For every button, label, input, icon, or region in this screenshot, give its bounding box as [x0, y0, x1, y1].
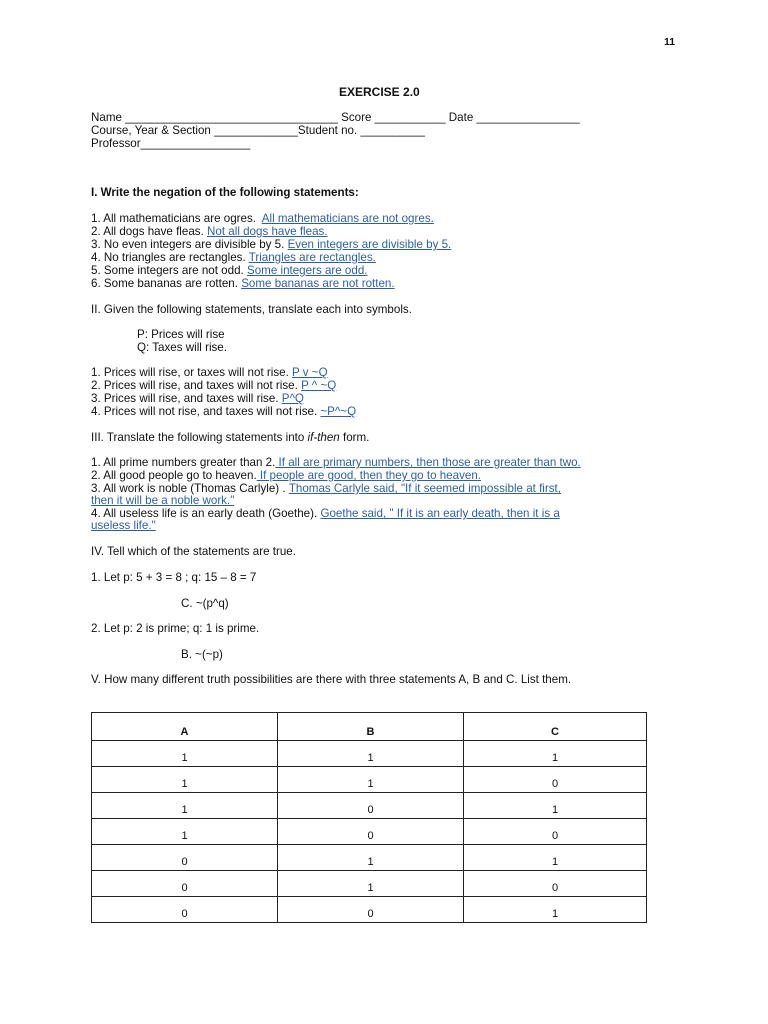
heading-text-end: form. — [339, 431, 370, 444]
section1-item-6 — [91, 277, 395, 290]
statement-p: P: Prices will rise — [137, 328, 225, 341]
section4-item-2: 2. Let p: 2 is prime; q: 1 is prime. — [91, 622, 260, 635]
table-row — [92, 767, 647, 793]
table-cell: 1 — [278, 845, 464, 871]
question-text: 3. Prices will rise, and taxes will rise. — [91, 392, 279, 405]
section1-heading: I. Write the negation of the following statements: — [91, 186, 359, 199]
section4-item-2-sub: B. ~(~p) — [181, 648, 223, 661]
table-cell: 0 — [92, 897, 278, 923]
section3-item-4-cont — [91, 519, 156, 532]
table-row — [92, 871, 647, 897]
question-text: 3. All work is noble (Thomas Carlyle) . — [91, 482, 286, 495]
question-text: 2. Prices will rise, and taxes will not rise. — [91, 379, 298, 392]
answer-text-cont: useless life." — [91, 519, 156, 532]
question-text: 4. All useless life is an early death (Goethe). — [91, 507, 318, 520]
table-cell: 1 — [278, 767, 464, 793]
section2-item-1 — [91, 366, 328, 379]
section2-heading: II. Given the following statements, translate each into symbols. — [91, 303, 412, 316]
answer-text: Some integers are odd. — [246, 264, 368, 277]
answer-text: Even integers are divisible by 5. — [287, 238, 452, 251]
question-text: 2. All dogs have fleas. — [91, 225, 204, 238]
answer-text: P ^ ~Q — [301, 379, 337, 392]
answer-text: Triangles are rectangles. — [248, 251, 376, 264]
table-row — [92, 819, 647, 845]
table-cell: 0 — [92, 871, 278, 897]
question-text: 6. Some bananas are rotten. — [91, 277, 238, 290]
heading-italic-text: if-then — [307, 431, 340, 444]
section5-heading: V. How many different truth possibilities are there with three statements A, B and C. List them. — [91, 673, 572, 686]
column-header-a: A — [92, 713, 278, 741]
section1-item-3 — [91, 238, 451, 251]
answer-text-cont: then it will be a noble work." — [91, 494, 235, 507]
table-cell: 0 — [464, 871, 647, 897]
table-cell: 1 — [92, 793, 278, 819]
section4-heading: IV. Tell which of the statements are true. — [91, 545, 296, 558]
answer-text: ~P^~Q — [320, 405, 357, 418]
table-cell: 1 — [92, 741, 278, 767]
table-cell: 0 — [464, 767, 647, 793]
section1-item-4 — [91, 251, 376, 264]
question-text: 1. All prime numbers greater than 2. — [91, 456, 276, 469]
section3-item-3-cont — [91, 494, 234, 507]
question-text: 1. All mathematicians are ogres. — [91, 212, 256, 225]
answer-text: P v ~Q — [292, 366, 328, 379]
answer-text: If people are good, then they go to heaven. — [256, 469, 481, 482]
table-cell: 1 — [464, 897, 647, 923]
section4-item-1: 1. Let p: 5 + 3 = 8 ; q: 15 – 8 = 7 — [91, 571, 257, 584]
header-professor-line: Professor_________________ — [91, 137, 251, 150]
statement-q: Q: Taxes will rise. — [137, 341, 227, 354]
table-row — [92, 741, 647, 767]
question-text: 1. Prices will rise, or taxes will not rise. — [91, 366, 289, 379]
header-course-line: Course, Year & Section _____________Student no. __________ — [91, 124, 425, 137]
table-cell: 1 — [92, 819, 278, 845]
table-cell: 1 — [464, 741, 647, 767]
table-row — [92, 897, 647, 923]
column-header-c: C — [464, 713, 647, 741]
section3-heading — [91, 431, 369, 444]
table-cell: 1 — [278, 871, 464, 897]
table-cell: 0 — [278, 793, 464, 819]
table-cell: 0 — [464, 819, 647, 845]
header-name-line: Name _________________________________ Score ___________ Date ________________ — [91, 111, 580, 124]
answer-text: If all are primary numbers, then those are greater than two. — [275, 456, 581, 469]
section1-item-2 — [91, 225, 328, 238]
table-cell: 0 — [278, 819, 464, 845]
question-text: 5. Some integers are not odd. — [91, 264, 244, 277]
question-text: 2. All good people go to heaven. — [91, 469, 257, 482]
section3-item-4 — [91, 507, 560, 520]
table-cell: 1 — [278, 741, 464, 767]
table-row — [92, 793, 647, 819]
heading-text: III. Translate the following statements into — [91, 431, 308, 444]
section4-item-1-sub: C. ~(p^q) — [181, 597, 229, 610]
section1-item-1 — [91, 212, 434, 225]
table-cell: 1 — [464, 845, 647, 871]
page-number: 11 — [664, 36, 676, 48]
section3-item-1 — [91, 456, 581, 469]
section2-item-4 — [91, 405, 356, 418]
table-cell: 1 — [464, 793, 647, 819]
section2-item-2 — [91, 379, 336, 392]
section2-item-3 — [91, 392, 304, 405]
answer-text: All mathematicians are not ogres. — [261, 212, 434, 225]
section1-item-5 — [91, 264, 368, 277]
table-cell: 1 — [92, 767, 278, 793]
question-text: 3. No even integers are divisible by 5. — [91, 238, 285, 251]
section3-item-2 — [91, 469, 481, 482]
table-row — [92, 845, 647, 871]
question-text: 4. No triangles are rectangles. — [91, 251, 246, 264]
table-cell: 0 — [92, 845, 278, 871]
question-text: 4. Prices will not rise, and taxes will not rise. — [91, 405, 318, 418]
answer-text: Not all dogs have fleas. — [207, 225, 328, 238]
exercise-title: EXERCISE 2.0 — [339, 85, 420, 99]
table-cell: 0 — [278, 897, 464, 923]
table-header-row — [92, 713, 647, 741]
answer-text: Some bananas are not rotten. — [241, 277, 395, 290]
truth-table — [91, 712, 647, 923]
column-header-b: B — [278, 713, 464, 741]
answer-text: Goethe said, " If it is an early death, then it is a — [320, 507, 560, 520]
answer-text: Thomas Carlyle said, "If it seemed impossible at first, — [288, 482, 561, 495]
answer-text: P^Q — [281, 392, 304, 405]
